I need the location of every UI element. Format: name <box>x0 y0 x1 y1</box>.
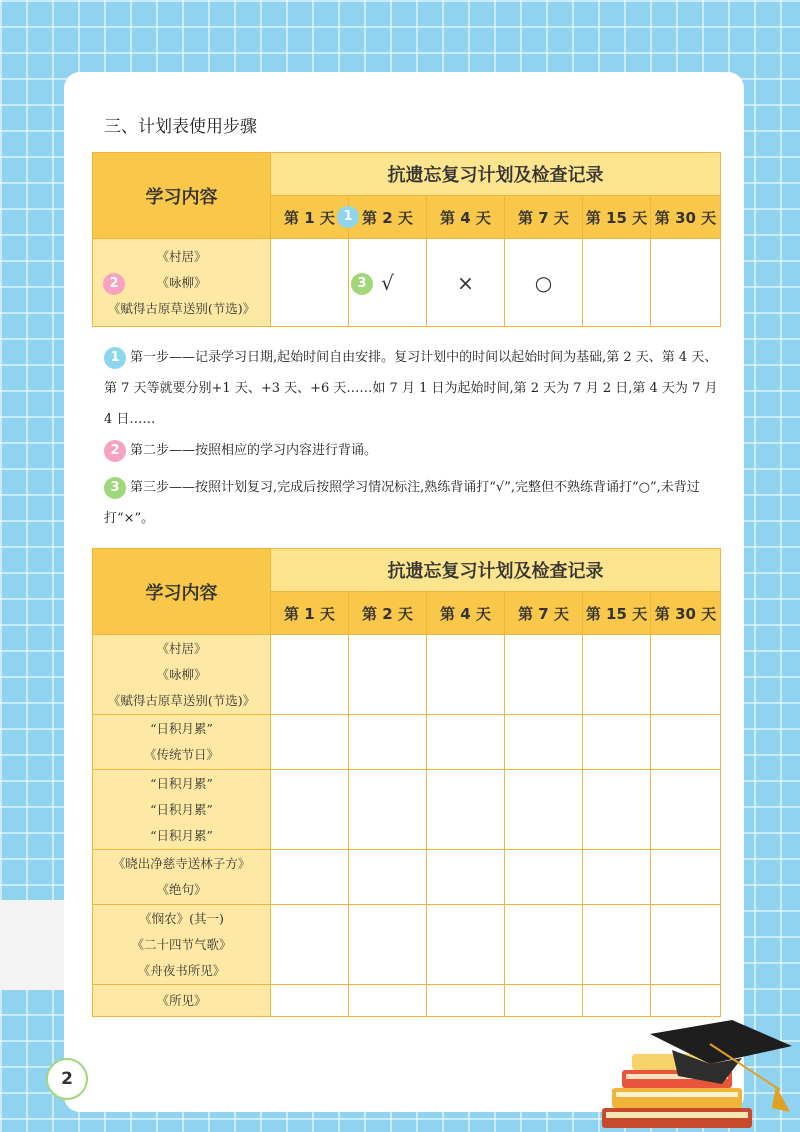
mark-cell[interactable] <box>651 239 721 327</box>
mark-cell[interactable] <box>505 239 583 327</box>
mark-cell[interactable] <box>271 239 349 327</box>
mark-cell[interactable] <box>505 985 583 1017</box>
mark-cell[interactable] <box>651 850 721 905</box>
page-number: 2 <box>46 1058 88 1100</box>
mark-cell[interactable] <box>349 985 427 1017</box>
mark-cell[interactable] <box>651 770 721 850</box>
mark-cell[interactable] <box>427 905 505 985</box>
content-header: 学习内容 <box>93 549 271 635</box>
day-header: 第 15 天 <box>583 592 651 635</box>
step-text: 第一步——记录学习日期,起始时间自由安排。复习计划中的时间以起始时间为基础,第 2 天、第 4 天、第 7 天等就要分别+1 天、+3 天、+6 天……如 7 月 1 日为起始时间,第 2 天为 7 月 2 日,第 4 天为 7 月 4 日…… <box>104 350 718 427</box>
section-title: 三、计划表使用步骤 <box>104 117 257 137</box>
content-line: 《绝句》 <box>156 882 207 897</box>
content-line: 《所见》 <box>156 992 207 1008</box>
mark-cell[interactable] <box>427 850 505 905</box>
mark-cell[interactable] <box>583 850 651 905</box>
step-2 <box>104 435 724 466</box>
mark-cell[interactable] <box>505 715 583 770</box>
day-header: 第 15 天 <box>583 196 651 239</box>
content-line: 《悯农》(其一) <box>139 910 224 926</box>
check-mark: √ <box>381 270 394 295</box>
mark-cell[interactable] <box>505 635 583 715</box>
table-row <box>93 905 721 985</box>
day-header: 第 1 天 <box>271 196 349 239</box>
day-header: 1 第 2 天 <box>349 196 427 239</box>
content-line: 《赋得古原草送别(节选)》 <box>107 692 256 708</box>
content-line: “日积月累” <box>150 827 213 843</box>
mark-cell[interactable] <box>349 850 427 905</box>
mark-cell[interactable] <box>505 770 583 850</box>
review-plan-table <box>92 548 721 1017</box>
mark-cell[interactable] <box>427 715 505 770</box>
mark-cell[interactable] <box>349 770 427 850</box>
day-header: 第 4 天 <box>427 196 505 239</box>
mark-cell[interactable] <box>583 239 651 327</box>
mark-cell[interactable] <box>583 985 651 1017</box>
mark-cell[interactable] <box>583 635 651 715</box>
mark-cell[interactable] <box>583 715 651 770</box>
content-cell <box>93 715 271 770</box>
plan-header: 抗遗忘复习计划及检查记录 <box>271 549 721 592</box>
content-line: 《舟夜书所见》 <box>137 962 226 978</box>
mark-cell[interactable] <box>427 770 505 850</box>
content-line: 《村居》 <box>156 248 207 264</box>
table-row <box>93 715 721 770</box>
step-badge-2: 2 <box>104 440 126 462</box>
day-header: 第 4 天 <box>427 592 505 635</box>
content-line: 《传统节日》 <box>143 747 219 762</box>
content-line: 《村居》 <box>156 640 207 656</box>
day-header: 第 1 天 <box>271 592 349 635</box>
day-header: 第 30 天 <box>651 196 721 239</box>
mark-cell[interactable] <box>349 635 427 715</box>
mark-cell[interactable] <box>427 635 505 715</box>
mark-cell[interactable] <box>651 985 721 1017</box>
content-line: “日积月累” <box>150 721 213 736</box>
cross-mark: × <box>457 270 474 295</box>
mark-cell[interactable] <box>271 715 349 770</box>
content-cell <box>93 770 271 850</box>
content-line: 《咏柳》 <box>156 274 207 290</box>
content-header: 学习内容 <box>93 153 271 239</box>
content-cell <box>93 985 271 1017</box>
table-row <box>93 770 721 850</box>
step-1 <box>104 342 724 435</box>
step-3 <box>104 472 724 534</box>
mark-cell[interactable] <box>271 905 349 985</box>
content-line: 《咏柳》 <box>156 666 207 682</box>
content-line: 《赋得古原草送别(节选)》 <box>107 300 256 316</box>
step-badge-3: 3 <box>104 477 126 499</box>
mark-cell[interactable] <box>349 239 427 327</box>
content-line: “日积月累” <box>150 775 213 791</box>
mark-cell[interactable] <box>651 715 721 770</box>
step-badge-1: 1 <box>337 206 359 228</box>
mark-cell[interactable] <box>427 239 505 327</box>
mark-cell[interactable] <box>427 985 505 1017</box>
content-cell <box>93 239 271 327</box>
step-text: 第三步——按照计划复习,完成后按照学习情况标注,熟练背诵打“√”,完整但不熟练背诵打“○”,未背过打“×”。 <box>104 480 700 526</box>
content-line: “日积月累” <box>150 801 213 817</box>
example-plan-table <box>92 152 721 327</box>
day-header: 第 7 天 <box>505 196 583 239</box>
content-cell <box>93 850 271 905</box>
mark-cell[interactable] <box>349 905 427 985</box>
mark-cell[interactable] <box>271 985 349 1017</box>
mark-cell[interactable] <box>651 905 721 985</box>
table-row <box>93 985 721 1017</box>
table-row <box>93 635 721 715</box>
mark-cell[interactable] <box>271 850 349 905</box>
mark-cell[interactable] <box>505 850 583 905</box>
day-header: 第 7 天 <box>505 592 583 635</box>
step-badge-2: 2 <box>103 273 125 295</box>
day-header: 第 30 天 <box>651 592 721 635</box>
plan-header: 抗遗忘复习计划及检查记录 <box>271 153 721 196</box>
mark-cell[interactable] <box>271 770 349 850</box>
step-badge-3: 3 <box>351 273 373 295</box>
mark-cell[interactable] <box>583 905 651 985</box>
graduation-cap-icon <box>592 1020 800 1132</box>
step-badge-1: 1 <box>104 347 126 369</box>
mark-cell[interactable] <box>583 770 651 850</box>
mark-cell[interactable] <box>349 715 427 770</box>
step-text: 第二步——按照相应的学习内容进行背诵。 <box>130 443 378 458</box>
day-header: 第 2 天 <box>349 592 427 635</box>
content-cell <box>93 905 271 985</box>
margin-strip <box>0 900 64 990</box>
example-row <box>93 239 721 327</box>
content-line: 《晓出净慈寺送林子方》 <box>112 856 251 871</box>
content-line: 《二十四节气歌》 <box>131 936 232 952</box>
mark-cell[interactable] <box>271 635 349 715</box>
mark-cell[interactable] <box>651 635 721 715</box>
content-cell <box>93 635 271 715</box>
circle-mark: ○ <box>534 270 553 295</box>
table-row <box>93 850 721 905</box>
mark-cell[interactable] <box>505 905 583 985</box>
